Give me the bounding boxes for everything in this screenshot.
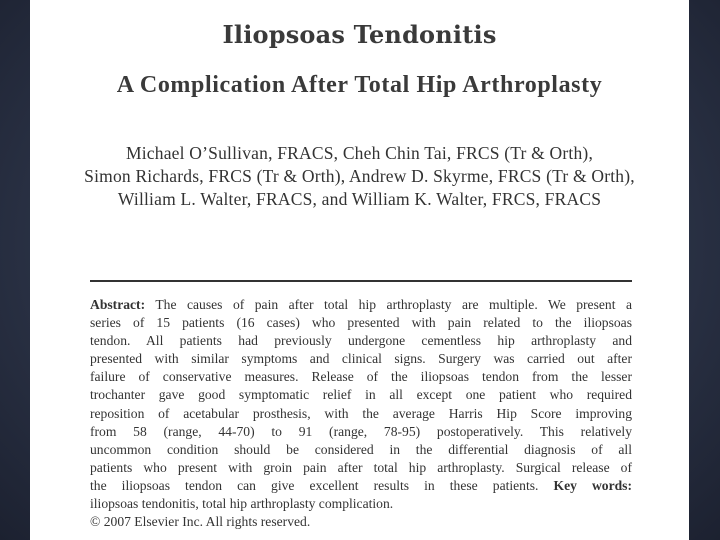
author-list bbox=[30, 142, 689, 211]
abstract-line: series of 15 patients (16 cases) who presented with pain related to the iliopsoas bbox=[90, 315, 632, 331]
author-line: Simon Richards, FRCS (Tr & Orth), Andrew D. Skyrme, FRCS (Tr & Orth), bbox=[84, 166, 635, 186]
paper-page bbox=[30, 0, 689, 540]
abstract-line bbox=[90, 477, 632, 495]
paper-subtitle: A Complication After Total Hip Arthroplasty bbox=[116, 72, 603, 98]
keywords-text: iliopsoas tendonitis, total hip arthroplasty complication. bbox=[90, 496, 394, 512]
paper-title: Iliopsoas Tendonitis bbox=[222, 20, 497, 49]
abstract-line: reposition of acetabular prosthesis, with the average Harris Hip Score improving bbox=[90, 405, 632, 421]
section-divider bbox=[90, 280, 632, 282]
copyright-notice: © 2007 Elsevier Inc. All rights reserved. bbox=[90, 514, 311, 530]
abstract-line: tendon. All patients had previously undergone cementless hip arthroplasty and bbox=[90, 333, 632, 349]
abstract-line: from 58 (range, 44-70) to 91 (range, 78-95) postoperatively. This relatively bbox=[90, 423, 632, 439]
author-line: Michael O’Sullivan, FRACS, Cheh Chin Tai, FRCS (Tr & Orth), bbox=[125, 143, 594, 163]
abstract-line: patients who present with groin pain after total hip arthroplasty. Surgical release of bbox=[90, 459, 632, 475]
abstract-line: uncommon condition should be considered in the differential diagnosis of all bbox=[90, 441, 632, 457]
keywords-label: Key words: bbox=[553, 477, 633, 493]
abstract-line bbox=[90, 296, 632, 314]
author-line: William L. Walter, FRACS, and William K. Walter, FRCS, FRACS bbox=[117, 189, 602, 209]
abstract-text: the iliopsoas tendon can give excellent results in these patients. bbox=[90, 477, 539, 493]
abstract-line: trochanter gave good symptomatic relief in all except one patient who required bbox=[90, 387, 632, 403]
abstract-line: presented with similar symptoms and clinical signs. Surgery was carried out after bbox=[90, 351, 632, 367]
abstract-line: failure of conservative measures. Release of the iliopsoas tendon from the lesser bbox=[90, 369, 632, 385]
abstract-text: The causes of pain after total hip arthroplasty are multiple. We present a bbox=[155, 297, 632, 312]
abstract-block bbox=[90, 296, 632, 531]
abstract-label: Abstract: bbox=[90, 297, 146, 312]
